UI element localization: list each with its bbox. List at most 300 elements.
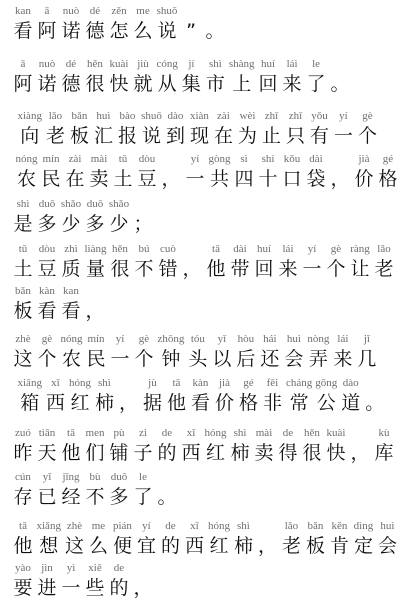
ruby-cell — [83, 5, 107, 42]
pinyin-syllable — [359, 427, 362, 440]
ruby-cell — [372, 427, 396, 464]
pinyin-syllable: dòu — [38, 243, 56, 255]
hanzi-character: 农 — [16, 168, 36, 190]
pinyin-syllable — [373, 377, 376, 390]
punctuation-cell — [363, 377, 387, 414]
pinyin-syllable: xiāng — [17, 377, 42, 389]
pinyin-syllable: bú — [138, 243, 150, 255]
pinyin-syllable: tǔ — [118, 153, 128, 165]
hanzi-character: 集 — [181, 73, 201, 95]
pinyin-syllable: tiān — [38, 427, 56, 439]
ruby-cell — [183, 153, 207, 190]
pinyin-syllable: hěn — [87, 58, 103, 70]
hanzi-character: 豆 — [137, 168, 157, 190]
hanzi-character: 价 — [214, 392, 234, 414]
pinyin-syllable: duō — [38, 198, 56, 210]
pinyin-syllable: le — [312, 58, 321, 70]
punctuation-mark: ， — [182, 258, 202, 280]
pinyin-syllable: dào — [167, 110, 184, 122]
ruby-cell — [182, 520, 206, 557]
pinyin-syllable: xiàng — [17, 110, 42, 122]
hanzi-character: 柿 — [233, 535, 253, 557]
hanzi-character: 后 — [236, 348, 256, 370]
ruby-cell — [59, 427, 83, 464]
pinyin-syllable: de — [165, 520, 176, 532]
ruby-cell — [348, 243, 372, 280]
pinyin-syllable: wèi — [239, 110, 256, 122]
pinyin-syllable: ā — [20, 58, 26, 70]
hanzi-character: 便 — [112, 535, 132, 557]
pinyin-syllable: shàng — [228, 58, 255, 70]
hanzi-character: 头 — [188, 348, 208, 370]
pinyin-syllable: jìn — [41, 562, 53, 574]
ruby-cell — [186, 333, 210, 370]
ruby-cell — [252, 427, 276, 464]
pinyin-syllable: me — [136, 5, 150, 17]
ruby-cell — [35, 520, 62, 557]
ruby-cell — [16, 377, 43, 414]
ruby-cell — [87, 153, 111, 190]
text-line — [11, 243, 396, 280]
ruby-cell — [300, 427, 324, 464]
pinyin-syllable: yào — [15, 562, 31, 574]
ruby-cell — [256, 58, 280, 95]
ruby-cell — [331, 333, 355, 370]
pinyin-syllable: nóng — [15, 153, 38, 165]
pinyin-syllable: cóng — [156, 58, 178, 70]
ruby-cell — [327, 520, 351, 557]
ruby-cell — [67, 377, 92, 414]
hanzi-character: 常 — [289, 392, 309, 414]
hanzi-character: 错 — [158, 258, 178, 280]
punctuation-mark: 。 — [330, 73, 350, 95]
pinyin-syllable: dào — [342, 377, 359, 389]
ruby-cell — [207, 153, 232, 190]
ruby-cell — [155, 58, 179, 95]
hanzi-character: 铺 — [109, 442, 129, 464]
pinyin-syllable: hòu — [237, 333, 255, 345]
ruby-cell — [59, 333, 84, 370]
ruby-cell — [304, 153, 328, 190]
hanzi-character: 老 — [281, 535, 301, 557]
pinyin-syllable: huì — [380, 520, 395, 532]
hanzi-character: 多 — [37, 213, 57, 235]
hanzi-character: 量 — [85, 258, 105, 280]
hanzi-character: 不 — [134, 258, 154, 280]
ruby-cell — [11, 427, 35, 464]
ruby-cell — [210, 333, 234, 370]
pinyin-syllable: shǎo — [60, 198, 82, 210]
hanzi-character: 很 — [85, 73, 105, 95]
ruby-cell — [111, 153, 135, 190]
hanzi-character: 他 — [61, 442, 81, 464]
ruby-cell — [107, 5, 131, 42]
ruby-cell — [355, 333, 379, 370]
text-line — [11, 285, 107, 322]
pinyin-syllable: shì — [233, 427, 247, 439]
pinyin-syllable: tā — [67, 427, 75, 439]
hanzi-character: 的 — [109, 577, 129, 599]
pinyin-syllable — [166, 471, 169, 484]
ruby-cell — [35, 5, 59, 42]
hanzi-character: 箱 — [20, 392, 40, 414]
ruby-cell — [59, 5, 83, 42]
hanzi-character: 个 — [134, 348, 154, 370]
hanzi-character: 带 — [230, 258, 250, 280]
pinyin-syllable — [190, 5, 193, 18]
hanzi-character: 来 — [333, 348, 353, 370]
pinyin-syllable: tā — [212, 243, 220, 255]
ruby-cell — [279, 520, 303, 557]
punctuation-mark: ， — [133, 577, 153, 599]
pinyin-syllable: shì — [237, 520, 250, 532]
pinyin-syllable: gé — [243, 377, 254, 389]
hanzi-character: 红 — [209, 535, 229, 557]
ruby-cell — [211, 110, 235, 147]
ruby-cell — [324, 427, 348, 464]
text-line — [11, 562, 155, 599]
hanzi-character: 市 — [205, 73, 225, 95]
ruby-cell — [259, 110, 283, 147]
pinyin-syllable: lǎo — [284, 520, 299, 532]
punctuation-mark: ， — [161, 168, 181, 190]
pinyin-syllable — [266, 520, 269, 533]
ruby-cell — [236, 377, 260, 414]
hanzi-character: 老 — [374, 258, 394, 280]
hanzi-character: 卖 — [254, 442, 274, 464]
hanzi-character: 的 — [160, 535, 180, 557]
pinyin-syllable — [94, 285, 97, 298]
ruby-cell — [35, 285, 59, 322]
text-line — [11, 520, 399, 557]
hanzi-character: 农 — [61, 348, 81, 370]
pinyin-syllable: dé — [65, 58, 77, 70]
ruby-cell — [283, 110, 307, 147]
hanzi-character: 还 — [260, 348, 280, 370]
ruby-cell — [306, 333, 331, 370]
ruby-cell — [67, 110, 91, 147]
ruby-cell — [83, 58, 107, 95]
punctuation-cell — [155, 471, 179, 508]
hanzi-character: 得 — [278, 442, 298, 464]
ruby-cell — [135, 153, 159, 190]
ruby-cell — [83, 198, 107, 235]
hanzi-character: 回 — [254, 258, 274, 280]
hanzi-character: 口 — [282, 168, 302, 190]
pinyin-syllable: zài — [217, 110, 230, 122]
ruby-cell — [11, 5, 35, 42]
ruby-cell — [43, 377, 67, 414]
ruby-cell — [139, 110, 163, 147]
pinyin-syllable: yí — [142, 520, 151, 532]
ruby-cell — [39, 153, 63, 190]
ruby-cell — [107, 471, 131, 508]
pinyin-syllable: nuò — [62, 5, 80, 17]
ruby-cell — [256, 153, 280, 190]
pinyin-syllable: gè — [138, 333, 150, 345]
punctuation-cell — [328, 58, 352, 95]
ruby-cell — [282, 333, 306, 370]
hanzi-character: 土 — [113, 168, 133, 190]
ruby-cell — [156, 243, 180, 280]
ruby-cell — [107, 198, 131, 235]
pinyin-syllable: zi — [139, 427, 147, 439]
ruby-cell — [134, 520, 158, 557]
pinyin-syllable: cháng — [285, 377, 313, 389]
pinyin-syllable: shuō — [141, 110, 162, 122]
pinyin-syllable: hái — [263, 333, 277, 345]
hanzi-character: 十 — [258, 168, 278, 190]
pinyin-syllable: lái — [337, 333, 349, 345]
ruby-cell — [11, 562, 35, 599]
ruby-cell — [158, 520, 182, 557]
hanzi-character: 德 — [61, 73, 81, 95]
ruby-cell — [86, 520, 110, 557]
pinyin-syllable: dìng — [353, 520, 374, 532]
pinyin-syllable: le — [139, 471, 147, 483]
pinyin-syllable: shí — [261, 153, 275, 165]
hanzi-character: 到 — [165, 125, 185, 147]
hanzi-character: 他 — [13, 535, 33, 557]
pinyin-syllable: yǐ — [42, 471, 52, 483]
pinyin-syllable: yì — [66, 562, 76, 574]
pinyin-syllable: dòu — [138, 153, 156, 165]
pinyin-syllable — [127, 377, 130, 390]
pinyin-syllable: pù — [113, 427, 125, 439]
ruby-cell — [59, 243, 83, 280]
hanzi-character: 非 — [262, 392, 282, 414]
pinyin-syllable: hěn — [304, 427, 320, 439]
hanzi-character: 在 — [213, 125, 233, 147]
ruby-cell — [260, 377, 284, 414]
hanzi-character: 来 — [282, 73, 302, 95]
hanzi-character: 很 — [110, 258, 130, 280]
hanzi-character: 存 — [13, 486, 33, 508]
pinyin-syllable — [214, 5, 217, 18]
punctuation-mark: ， — [118, 392, 138, 414]
pinyin-syllable: kǒu — [283, 153, 301, 165]
pinyin-syllable: bǎn — [15, 285, 31, 297]
punctuation-mark: ， — [330, 168, 350, 190]
pinyin-syllable: pián — [112, 520, 132, 532]
hanzi-character: 多 — [109, 486, 129, 508]
hanzi-character: 进 — [37, 577, 57, 599]
hanzi-character: 上 — [232, 73, 252, 95]
hanzi-character: 板 — [69, 125, 89, 147]
ruby-cell — [35, 58, 59, 95]
ruby-cell — [351, 520, 375, 557]
hanzi-character: 很 — [302, 442, 322, 464]
hanzi-character: 子 — [133, 442, 153, 464]
ruby-cell — [303, 520, 327, 557]
punctuation-mark: ” — [186, 20, 196, 42]
pinyin-syllable: hěn — [112, 243, 128, 255]
pinyin-syllable: jù — [148, 377, 157, 389]
ruby-cell — [16, 110, 43, 147]
ruby-cell — [115, 110, 139, 147]
hanzi-character: 为 — [237, 125, 257, 147]
pinyin-syllable: men — [85, 427, 105, 439]
ruby-cell — [131, 58, 155, 95]
hanzi-character: 共 — [209, 168, 229, 190]
hanzi-character: 让 — [350, 258, 370, 280]
pinyin-syllable: gè — [330, 243, 342, 255]
pinyin-syllable: gè — [362, 110, 373, 122]
pinyin-syllable: duō — [86, 198, 104, 210]
pinyin-syllable: gòng — [208, 153, 231, 165]
hanzi-character: 肯 — [329, 535, 349, 557]
pinyin-syllable: zěn — [111, 5, 127, 17]
pinyin-syllable: huì — [286, 333, 301, 345]
hanzi-character: 只 — [285, 125, 305, 147]
hanzi-character: 么 — [88, 535, 108, 557]
ruby-cell — [212, 377, 236, 414]
hanzi-character: 想 — [39, 535, 59, 557]
ruby-cell — [140, 377, 164, 414]
hanzi-character: 少 — [61, 213, 81, 235]
pinyin-syllable: tā — [19, 520, 27, 532]
hanzi-character: 会 — [284, 348, 304, 370]
hanzi-character: 么 — [133, 20, 153, 42]
hanzi-character: 质 — [61, 258, 81, 280]
pinyin-syllable: nuò — [38, 58, 56, 70]
ruby-cell — [35, 333, 59, 370]
hanzi-character: 说 — [141, 125, 161, 147]
pinyin-syllable: huí — [261, 58, 276, 70]
ruby-cell — [131, 471, 155, 508]
ruby-cell — [372, 243, 396, 280]
text-line — [11, 198, 155, 235]
pinyin-syllable: bào — [119, 110, 136, 122]
hanzi-character: 卖 — [89, 168, 109, 190]
pinyin-syllable: kàn — [39, 285, 55, 297]
ruby-cell — [59, 58, 83, 95]
ruby-cell — [276, 427, 300, 464]
ruby-cell — [132, 333, 156, 370]
hanzi-character: 一 — [185, 168, 205, 190]
ruby-cell — [179, 427, 203, 464]
pinyin-syllable: me — [91, 520, 106, 532]
ruby-cell — [235, 110, 259, 147]
hanzi-character: 民 — [86, 348, 106, 370]
hanzi-character: 格 — [238, 392, 258, 414]
punctuation-mark: ， — [350, 442, 370, 464]
ruby-cell — [83, 562, 107, 599]
hanzi-character: 宜 — [136, 535, 156, 557]
pinyin-syllable: zhè — [66, 520, 83, 532]
hanzi-character: 看 — [13, 20, 33, 42]
pinyin-syllable: bǎn — [307, 520, 324, 532]
ruby-cell — [339, 377, 363, 414]
punctuation-cell — [348, 427, 372, 464]
pinyin-syllable: kuài — [109, 58, 129, 70]
ruby-cell — [63, 153, 87, 190]
ruby-cell — [187, 110, 211, 147]
ruby-cell — [280, 153, 304, 190]
pinyin-syllable: yí — [307, 243, 317, 255]
hanzi-character: 止 — [261, 125, 281, 147]
pinyin-syllable: jǐ — [363, 333, 370, 345]
hanzi-character: 是 — [13, 213, 33, 235]
ruby-cell — [107, 562, 131, 599]
hanzi-character: 红 — [70, 392, 90, 414]
ruby-cell — [204, 243, 228, 280]
hanzi-character: 民 — [41, 168, 61, 190]
pinyin-syllable: fēi — [266, 377, 279, 389]
pinyin-syllable: hóng — [207, 520, 230, 532]
hanzi-character: 从 — [157, 73, 177, 95]
hanzi-character: 们 — [85, 442, 105, 464]
hanzi-character: 柿 — [230, 442, 250, 464]
pinyin-syllable — [339, 58, 342, 71]
hanzi-character: 来 — [278, 258, 298, 280]
ruby-cell — [11, 285, 35, 322]
pinyin-syllable: mín — [42, 153, 60, 165]
pinyin-syllable: xī — [186, 427, 196, 439]
ruby-cell — [35, 427, 59, 464]
hanzi-character: 一 — [61, 577, 81, 599]
punctuation-mark: 。 — [365, 392, 385, 414]
hanzi-character: 现 — [189, 125, 209, 147]
pinyin-syllable — [142, 198, 145, 211]
ruby-cell — [228, 243, 252, 280]
punctuation-mark: ； — [133, 213, 153, 235]
pinyin-syllable: ràng — [350, 243, 370, 255]
ruby-cell — [11, 198, 35, 235]
ruby-cell — [188, 377, 212, 414]
hanzi-character: 价 — [354, 168, 374, 190]
hanzi-character: 以 — [212, 348, 232, 370]
pinyin-syllable: shì — [208, 58, 222, 70]
ruby-cell — [258, 333, 282, 370]
pinyin-syllable: liàng — [84, 243, 107, 255]
ruby-cell — [43, 110, 67, 147]
ruby-cell — [352, 153, 376, 190]
text-line — [14, 153, 400, 190]
pinyin-syllable: gé — [382, 153, 394, 165]
hanzi-character: 快 — [326, 442, 346, 464]
hanzi-character: 柿 — [94, 392, 114, 414]
hanzi-character: 怎 — [109, 20, 129, 42]
hanzi-character: 老 — [45, 125, 65, 147]
pinyin-syllable: xī — [51, 377, 60, 389]
pinyin-syllable: shuō — [156, 5, 178, 17]
ruby-cell — [163, 110, 187, 147]
ruby-cell — [83, 471, 107, 508]
pinyin-syllable: zhè — [15, 333, 31, 345]
hanzi-character: 钟 — [161, 348, 181, 370]
ruby-cell — [131, 5, 155, 42]
ruby-cell — [11, 333, 35, 370]
hanzi-character: 库 — [374, 442, 394, 464]
ruby-cell — [284, 377, 313, 414]
pinyin-syllable: jí — [188, 58, 195, 70]
hanzi-character: 经 — [61, 486, 81, 508]
hanzi-character: 会 — [377, 535, 397, 557]
text-line — [11, 333, 379, 370]
pinyin-syllable: kù — [378, 427, 390, 439]
pinyin-syllable: yǐ — [217, 333, 227, 345]
hanzi-character: 道 — [341, 392, 361, 414]
pinyin-syllable: xiàn — [189, 110, 209, 122]
hanzi-character: 定 — [353, 535, 373, 557]
pinyin-syllable: mài — [255, 427, 273, 439]
ruby-cell — [107, 427, 131, 464]
hanzi-character: 看 — [190, 392, 210, 414]
pinyin-syllable: bù — [89, 471, 101, 483]
hanzi-character: 天 — [37, 442, 57, 464]
ruby-cell — [132, 243, 156, 280]
